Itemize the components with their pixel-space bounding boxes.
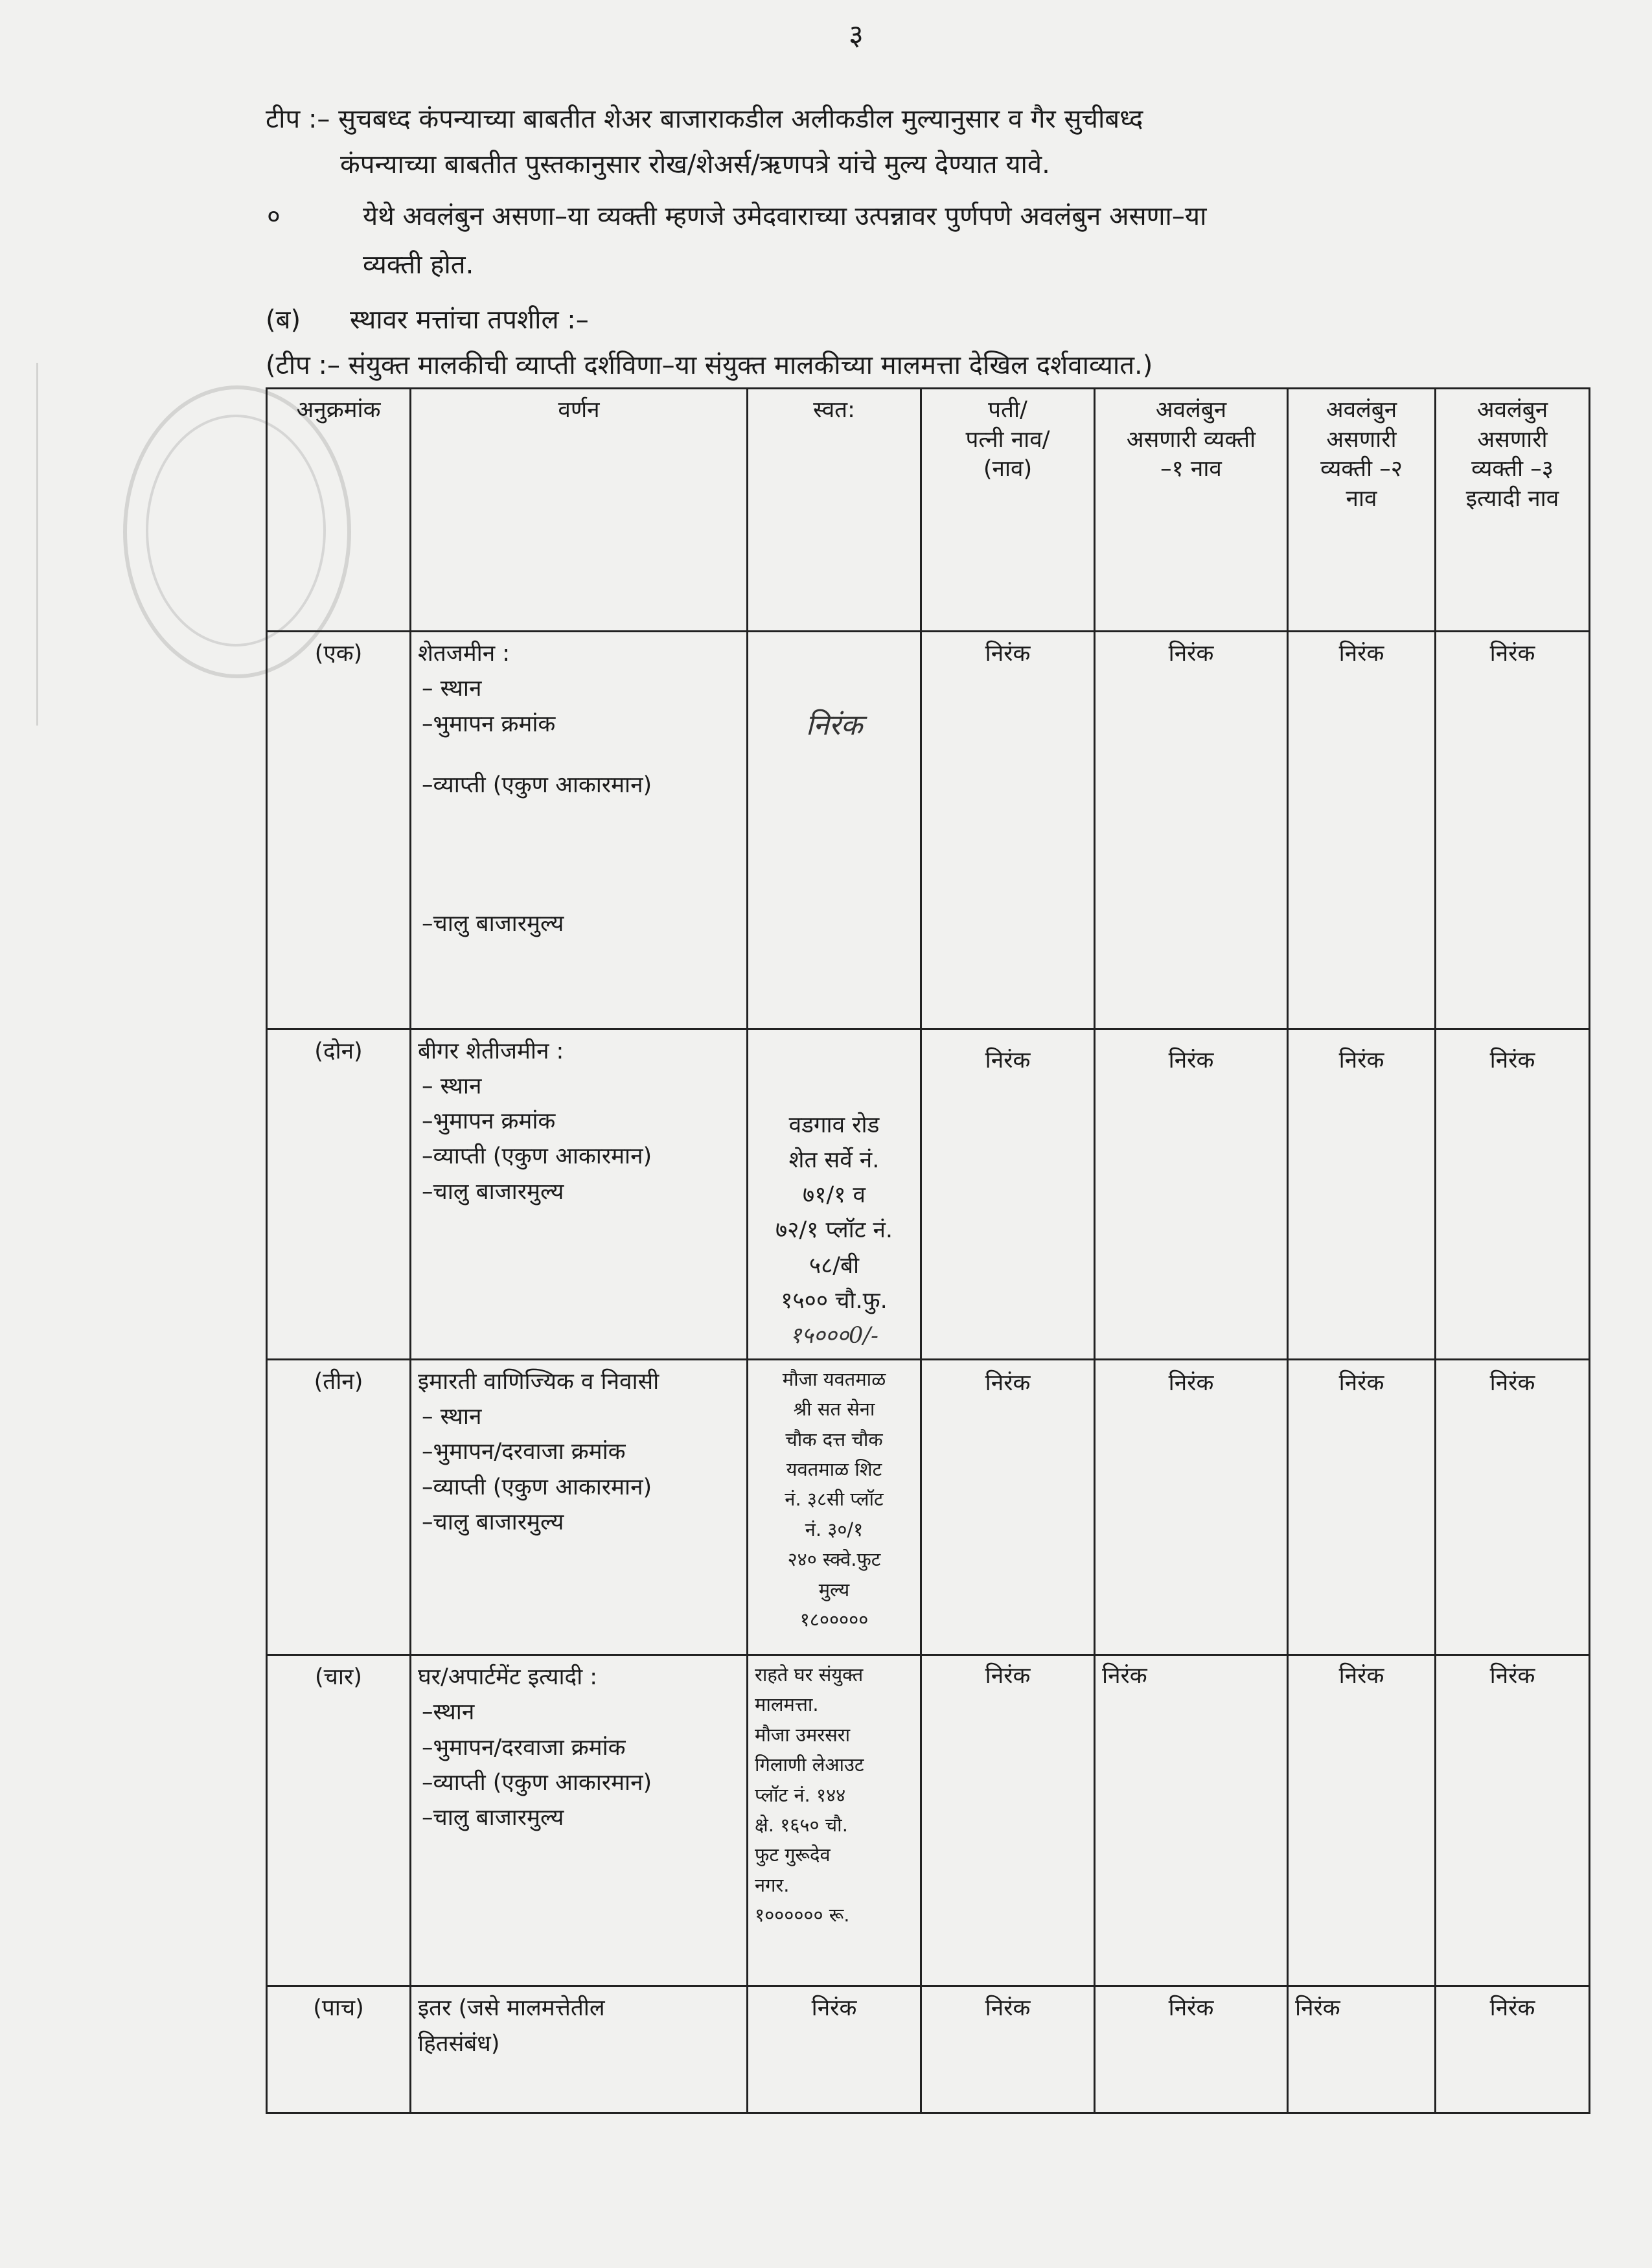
row-dependent-2: निरंक: [1288, 1986, 1436, 2113]
immovable-assets-table: [266, 387, 1590, 2114]
header-description: वर्णन: [411, 389, 748, 632]
row-description: इतर (जसे मालमत्तेतील हितसंबंध): [411, 1986, 748, 2113]
header-dependent-2: अवलंबुन असणारी व्यक्ती –२ नाव: [1288, 389, 1436, 632]
scan-edge-shadow: [0, 363, 38, 726]
row-dependent-3: निरंक: [1436, 1986, 1590, 2113]
row-dependent-1: निरंक: [1095, 1359, 1288, 1655]
row-spouse: निरंक: [921, 1655, 1095, 1986]
row-description: बीगर शेतीजमीन : – स्थान –भुमापन क्रमांक –व्याप्ती (एकुण आकारमान) –चालु बाजारमुल्य: [411, 1029, 748, 1359]
row-dependent-3: निरंक: [1436, 632, 1590, 1029]
row-self: निरंक: [748, 632, 921, 1029]
note-line-3: येथे अवलंबुन असणा–या व्यक्ती म्हणजे उमेदवाराच्या उत्पन्नावर पुर्णपणे अवलंबुन असणा–या: [363, 201, 1207, 231]
section-title: स्थावर मत्तांचा तपशील :–: [350, 305, 589, 335]
table-row: [267, 1655, 1590, 1986]
row-spouse: निरंक: [921, 632, 1095, 1029]
row-serial: (पाच): [267, 1986, 411, 2113]
row-description: घर/अपार्टमेंट इत्यादी : –स्थान –भुमापन/दरवाजा क्रमांक –व्याप्ती (एकुण आकारमान) –चालु बाजारमुल्य: [411, 1655, 748, 1986]
header-dependent-3: अवलंबुन असणारी व्यक्ती –३ इत्यादी नाव: [1436, 389, 1590, 632]
table-row: [267, 1986, 1590, 2113]
note-line-1: टीप :– सुचबध्द कंपन्याच्या बाबतीत शेअर बाजाराकडील अलीकडील मुल्यानुसार व गैर सुचीबध्द: [266, 104, 1143, 134]
table-header-row: [267, 389, 1590, 632]
row-dependent-3: निरंक: [1436, 1029, 1590, 1359]
note-line-5: (टीप :– संयुक्त मालकीची व्याप्ती दर्शविणा–या संयुक्त मालकीच्या मालमत्ता देखिल दर्शवाव्यात.): [266, 350, 1153, 380]
header-dependent-1: अवलंबुन असणारी व्यक्ती –१ नाव: [1095, 389, 1288, 632]
page-number: ३: [849, 19, 864, 52]
row-dependent-2: निरंक: [1288, 1029, 1436, 1359]
row-self: मौजा यवतमाळ श्री सत सेना चौक दत्त चौक यवतमाळ शिट नं. ३८सी प्लॉट नं. ३०/१ २४० स्क्वे.फुट मुल्य १८०००००: [748, 1359, 921, 1655]
row-serial: (दोन): [267, 1029, 411, 1359]
row-serial: (चार): [267, 1655, 411, 1986]
row-dependent-2: निरंक: [1288, 1359, 1436, 1655]
table-row: [267, 1029, 1590, 1359]
row-description: इमारती वाणिज्यिक व निवासी – स्थान –भुमापन/दरवाजा क्रमांक –व्याप्ती (एकुण आकारमान) –चालु बाजारमुल्य: [411, 1359, 748, 1655]
row-spouse: निरंक: [921, 1029, 1095, 1359]
row-dependent-2: निरंक: [1288, 632, 1436, 1029]
note-line-2: कंपन्याच्या बाबतीत पुस्तकानुसार रोख/शेअर्स/ऋणपत्रे यांचे मुल्य देण्यात यावे.: [340, 150, 1050, 179]
row-description: शेतजमीन : – स्थान –भुमापन क्रमांक –व्याप्ती (एकुण आकारमान) –चालु बाजारमुल्य: [411, 632, 748, 1029]
note-line-4: व्यक्ती होत.: [363, 250, 474, 280]
section-marker: (ब): [266, 305, 301, 335]
row-dependent-1: निरंक: [1095, 1986, 1288, 2113]
row-dependent-3: निरंक: [1436, 1655, 1590, 1986]
row-dependent-3: निरंक: [1436, 1359, 1590, 1655]
header-serial: अनुक्रमांक: [267, 389, 411, 632]
header-spouse: पती/ पत्नी नाव/ (नाव): [921, 389, 1095, 632]
row-dependent-1: निरंक: [1095, 632, 1288, 1029]
bullet-marker: ०: [267, 201, 281, 231]
row-spouse: निरंक: [921, 1359, 1095, 1655]
table-row: [267, 1359, 1590, 1655]
row-dependent-2: निरंक: [1288, 1655, 1436, 1986]
row-self: राहते घर संयुक्त मालमत्ता. मौजा उमरसरा गिलाणी लेआउट प्लॉट नं. १४४ क्षे. १६५० चौ. फुट गुरूदेव नगर. १०००००० रू.: [748, 1655, 921, 1986]
table-row: [267, 632, 1590, 1029]
row-self: निरंक: [748, 1986, 921, 2113]
header-self: स्वत:: [748, 389, 921, 632]
row-dependent-1: निरंक: [1095, 1655, 1288, 1986]
row-serial: (तीन): [267, 1359, 411, 1655]
row-self: वडगाव रोड शेत सर्वे नं. ७१/१ व ७२/१ प्लॉट नं. ५८/बी १५०० चौ.फु. १५०००0/-: [748, 1029, 921, 1359]
row-spouse: निरंक: [921, 1986, 1095, 2113]
row-dependent-1: निरंक: [1095, 1029, 1288, 1359]
row-serial: (एक): [267, 632, 411, 1029]
